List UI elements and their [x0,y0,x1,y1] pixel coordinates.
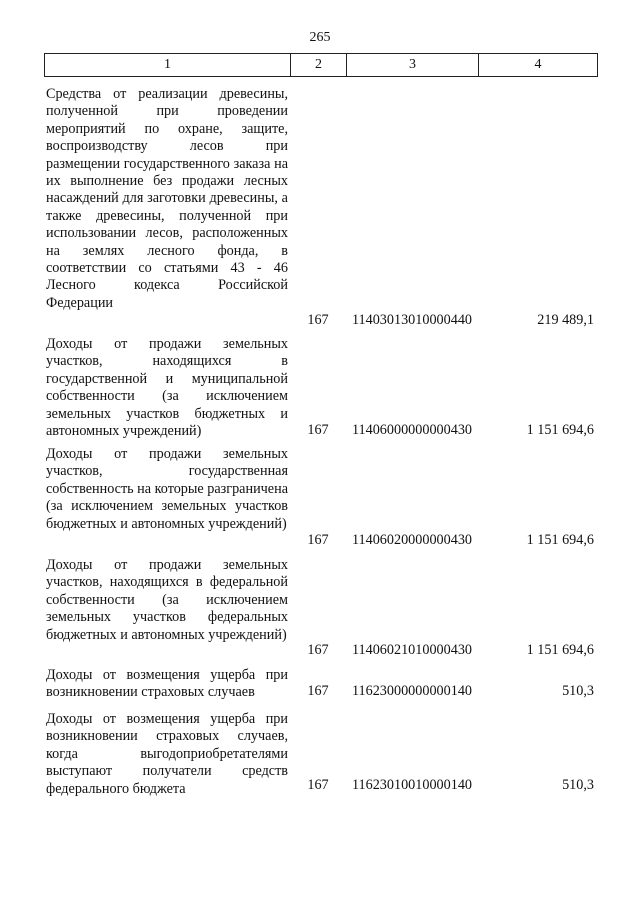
row-amount: 510,3 [562,777,594,793]
row-admin-code: 167 [307,777,329,793]
table-header [44,53,598,77]
header-col-2: 2 [291,54,347,77]
row-amount: 510,3 [562,683,594,699]
row-kbk-code: 11406020000000430 [351,532,473,548]
row-kbk-code: 11403013010000440 [351,312,473,328]
header-col-4: 4 [479,54,598,77]
row-description: Средства от реализации древесины, полученной при проведении мероприятий по охране, защите, воспроизводству лесов при размещении государственного заказа на их выполнение без продажи лесных насаждений для заготовки древесины, а также древесины, полученной при использовании лесов, расположенных на землях лесного фонда, в соответствии со статьями 43 - 46 Лесного кодекса Российской Федерации [46,86,288,311]
page-number: 265 [309,30,331,45]
row-kbk-code: 11623010010000140 [351,777,473,793]
row-amount: 219 489,1 [537,312,594,328]
header-col-3: 3 [347,54,479,77]
row-admin-code: 167 [307,642,329,658]
row-kbk-code: 11623000000000140 [351,683,473,699]
row-description: Доходы от продажи земельных участков, находящихся в государственной и муниципальной собственности (за исключением земельных участков бюджетных и автономных учреждений) [46,336,288,440]
row-admin-code: 167 [307,312,329,328]
row-kbk-code: 11406000000000430 [351,422,473,438]
row-admin-code: 167 [307,683,329,699]
row-kbk-code: 11406021010000430 [351,642,473,658]
row-amount: 1 151 694,6 [526,422,594,438]
header-col-1: 1 [45,54,291,77]
row-description: Доходы от продажи земельных участков, находящихся в федеральной собственности (за исключением земельных участков федеральных бюджетных и автономных учреждений) [46,557,288,643]
row-admin-code: 167 [307,532,329,548]
row-amount: 1 151 694,6 [526,532,594,548]
row-description: Доходы от продажи земельных участков, государственная собственность на которые разграничена (за исключением земельных участков бюджетных и автономных учреждений) [46,446,288,532]
row-amount: 1 151 694,6 [526,642,594,658]
row-admin-code: 167 [307,422,329,438]
row-description: Доходы от возмещения ущерба при возникновении страховых случаев [46,667,288,701]
row-description: Доходы от возмещения ущерба при возникновении страховых случаев, когда выгодоприобретателями выступают получатели средств федерального бюджета [46,711,288,797]
